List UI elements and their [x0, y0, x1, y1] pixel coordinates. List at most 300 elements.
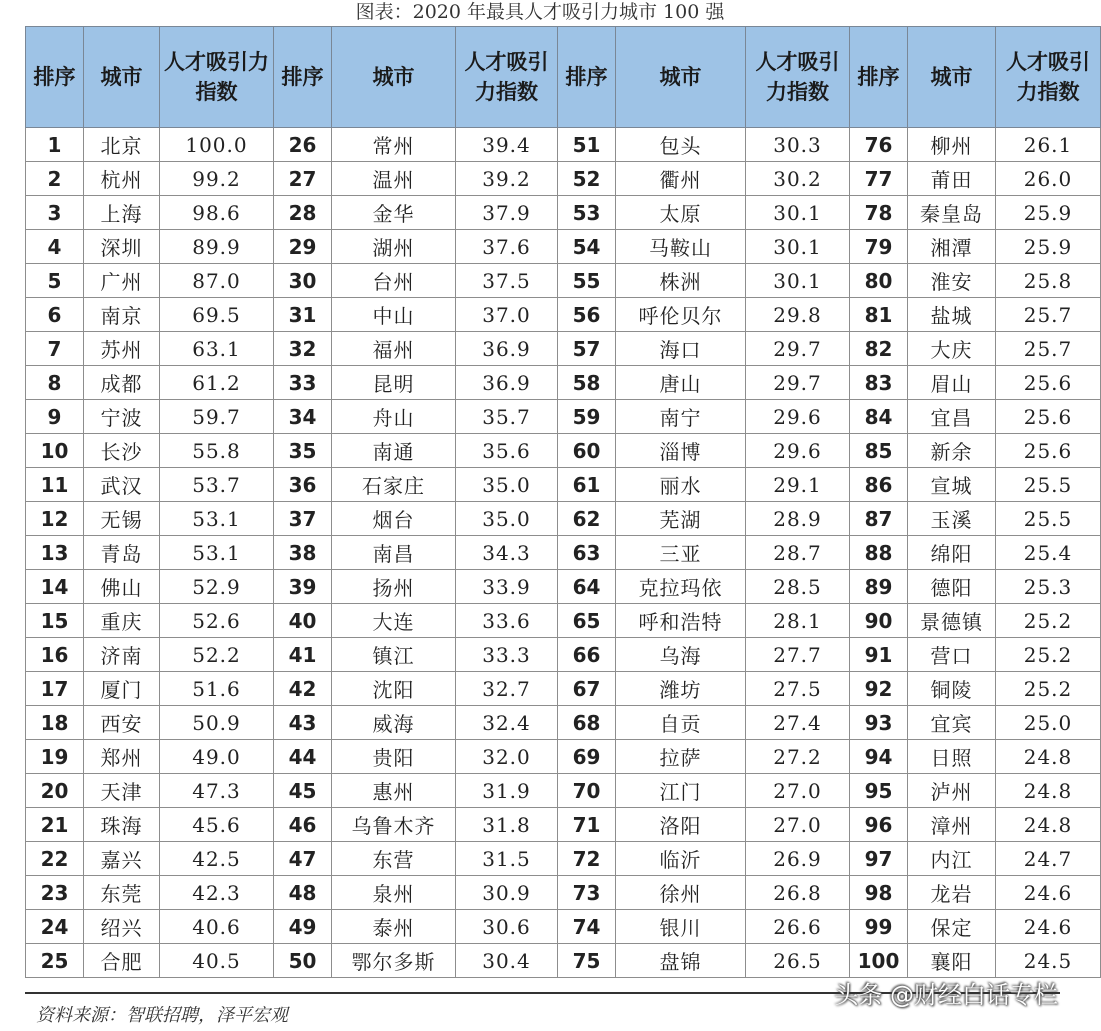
cell-score: 98.6: [160, 196, 274, 230]
cell-city: 东莞: [84, 876, 160, 910]
table-row: [26, 264, 1101, 298]
cell-score: 28.1: [746, 604, 850, 638]
cell-city: 佛山: [84, 570, 160, 604]
cell-city: 中山: [332, 298, 456, 332]
cell-score: 87.0: [160, 264, 274, 298]
cell-city: 长沙: [84, 434, 160, 468]
table-row: [26, 774, 1101, 808]
cell-rank: 98: [850, 876, 908, 910]
cell-city: 绵阳: [908, 536, 996, 570]
cell-score: 25.2: [996, 638, 1101, 672]
table-row: [26, 230, 1101, 264]
cell-rank: 57: [558, 332, 616, 366]
cell-rank: 91: [850, 638, 908, 672]
cell-city: 烟台: [332, 502, 456, 536]
table-header-row: [26, 27, 1101, 128]
cell-score: 25.6: [996, 434, 1101, 468]
cell-score: 30.1: [746, 230, 850, 264]
cell-score: 27.7: [746, 638, 850, 672]
table-row: [26, 706, 1101, 740]
cell-rank: 53: [558, 196, 616, 230]
cell-city: 克拉玛依: [616, 570, 746, 604]
cell-score: 69.5: [160, 298, 274, 332]
cell-rank: 35: [274, 434, 332, 468]
cell-city: 包头: [616, 128, 746, 162]
cell-rank: 10: [26, 434, 84, 468]
cell-city: 镇江: [332, 638, 456, 672]
cell-rank: 82: [850, 332, 908, 366]
cell-city: 盐城: [908, 298, 996, 332]
cell-city: 保定: [908, 910, 996, 944]
cell-rank: 36: [274, 468, 332, 502]
cell-score: 25.2: [996, 672, 1101, 706]
cell-city: 江门: [616, 774, 746, 808]
cell-city: 南宁: [616, 400, 746, 434]
cell-rank: 51: [558, 128, 616, 162]
cell-score: 28.7: [746, 536, 850, 570]
cell-score: 99.2: [160, 162, 274, 196]
cell-score: 30.3: [746, 128, 850, 162]
cell-rank: 17: [26, 672, 84, 706]
cell-city: 德阳: [908, 570, 996, 604]
cell-rank: 69: [558, 740, 616, 774]
cell-score: 53.1: [160, 502, 274, 536]
cell-score: 29.7: [746, 332, 850, 366]
cell-score: 35.0: [456, 502, 558, 536]
cell-score: 25.2: [996, 604, 1101, 638]
cell-city: 乌海: [616, 638, 746, 672]
cell-score: 36.9: [456, 332, 558, 366]
cell-rank: 21: [26, 808, 84, 842]
cell-city: 盘锦: [616, 944, 746, 978]
cell-rank: 83: [850, 366, 908, 400]
cell-score: 25.5: [996, 468, 1101, 502]
cell-city: 丽水: [616, 468, 746, 502]
cell-score: 29.6: [746, 400, 850, 434]
cell-score: 30.6: [456, 910, 558, 944]
header-score: 人才吸引力指数: [746, 27, 850, 128]
cell-city: 日照: [908, 740, 996, 774]
table-row: [26, 944, 1101, 978]
cell-score: 47.3: [160, 774, 274, 808]
table-row: [26, 434, 1101, 468]
cell-rank: 71: [558, 808, 616, 842]
cell-city: 上海: [84, 196, 160, 230]
cell-city: 石家庄: [332, 468, 456, 502]
table-body: [26, 128, 1101, 978]
cell-rank: 42: [274, 672, 332, 706]
cell-score: 25.6: [996, 400, 1101, 434]
cell-rank: 75: [558, 944, 616, 978]
ranking-table-container: [25, 26, 1090, 978]
cell-score: 49.0: [160, 740, 274, 774]
cell-rank: 58: [558, 366, 616, 400]
cell-score: 28.5: [746, 570, 850, 604]
cell-city: 太原: [616, 196, 746, 230]
cell-rank: 65: [558, 604, 616, 638]
cell-score: 25.8: [996, 264, 1101, 298]
cell-rank: 78: [850, 196, 908, 230]
cell-city: 厦门: [84, 672, 160, 706]
cell-score: 30.4: [456, 944, 558, 978]
cell-score: 100.0: [160, 128, 274, 162]
cell-city: 柳州: [908, 128, 996, 162]
cell-city: 南昌: [332, 536, 456, 570]
cell-score: 33.3: [456, 638, 558, 672]
table-row: [26, 298, 1101, 332]
cell-score: 30.2: [746, 162, 850, 196]
cell-score: 24.7: [996, 842, 1101, 876]
cell-score: 61.2: [160, 366, 274, 400]
cell-score: 25.9: [996, 230, 1101, 264]
cell-score: 31.9: [456, 774, 558, 808]
cell-city: 银川: [616, 910, 746, 944]
table-row: [26, 876, 1101, 910]
table-row: [26, 570, 1101, 604]
cell-city: 杭州: [84, 162, 160, 196]
cell-city: 内江: [908, 842, 996, 876]
cell-score: 28.9: [746, 502, 850, 536]
table-row: [26, 842, 1101, 876]
cell-rank: 18: [26, 706, 84, 740]
cell-score: 52.2: [160, 638, 274, 672]
cell-rank: 48: [274, 876, 332, 910]
header-city: 城市: [616, 27, 746, 128]
cell-score: 34.3: [456, 536, 558, 570]
cell-rank: 13: [26, 536, 84, 570]
cell-rank: 96: [850, 808, 908, 842]
cell-city: 大连: [332, 604, 456, 638]
cell-city: 武汉: [84, 468, 160, 502]
cell-city: 湖州: [332, 230, 456, 264]
cell-rank: 76: [850, 128, 908, 162]
cell-rank: 22: [26, 842, 84, 876]
table-row: [26, 672, 1101, 706]
table-row: [26, 332, 1101, 366]
cell-score: 29.7: [746, 366, 850, 400]
cell-rank: 8: [26, 366, 84, 400]
cell-rank: 60: [558, 434, 616, 468]
cell-score: 53.1: [160, 536, 274, 570]
cell-city: 昆明: [332, 366, 456, 400]
cell-city: 眉山: [908, 366, 996, 400]
cell-score: 37.9: [456, 196, 558, 230]
cell-score: 33.6: [456, 604, 558, 638]
cell-score: 25.4: [996, 536, 1101, 570]
cell-rank: 44: [274, 740, 332, 774]
cell-rank: 50: [274, 944, 332, 978]
cell-city: 成都: [84, 366, 160, 400]
cell-city: 景德镇: [908, 604, 996, 638]
table-row: [26, 536, 1101, 570]
cell-rank: 97: [850, 842, 908, 876]
cell-city: 福州: [332, 332, 456, 366]
cell-city: 三亚: [616, 536, 746, 570]
cell-rank: 31: [274, 298, 332, 332]
cell-rank: 66: [558, 638, 616, 672]
cell-city: 呼伦贝尔: [616, 298, 746, 332]
cell-rank: 39: [274, 570, 332, 604]
cell-city: 铜陵: [908, 672, 996, 706]
cell-city: 宁波: [84, 400, 160, 434]
cell-rank: 15: [26, 604, 84, 638]
cell-city: 海口: [616, 332, 746, 366]
table-row: [26, 468, 1101, 502]
cell-score: 27.0: [746, 808, 850, 842]
cell-rank: 59: [558, 400, 616, 434]
cell-rank: 70: [558, 774, 616, 808]
cell-rank: 14: [26, 570, 84, 604]
header-city: 城市: [84, 27, 160, 128]
cell-rank: 33: [274, 366, 332, 400]
cell-city: 淄博: [616, 434, 746, 468]
cell-score: 32.4: [456, 706, 558, 740]
cell-score: 32.7: [456, 672, 558, 706]
source-note: 资料来源：智联招聘，泽平宏观: [36, 1005, 288, 1026]
cell-rank: 72: [558, 842, 616, 876]
cell-score: 37.0: [456, 298, 558, 332]
cell-rank: 40: [274, 604, 332, 638]
header-rank: 排序: [558, 27, 616, 128]
cell-city: 沈阳: [332, 672, 456, 706]
cell-score: 59.7: [160, 400, 274, 434]
cell-city: 西安: [84, 706, 160, 740]
cell-rank: 41: [274, 638, 332, 672]
cell-city: 拉萨: [616, 740, 746, 774]
cell-rank: 79: [850, 230, 908, 264]
cell-city: 宜昌: [908, 400, 996, 434]
cell-score: 24.8: [996, 740, 1101, 774]
cell-rank: 11: [26, 468, 84, 502]
cell-rank: 64: [558, 570, 616, 604]
table-row: [26, 808, 1101, 842]
table-title: 图表：2020 年最具人才吸引力城市 100 强: [355, 1, 725, 23]
cell-city: 湘潭: [908, 230, 996, 264]
header-city: 城市: [332, 27, 456, 128]
cell-rank: 34: [274, 400, 332, 434]
cell-rank: 85: [850, 434, 908, 468]
table-row: [26, 604, 1101, 638]
cell-rank: 20: [26, 774, 84, 808]
cell-rank: 95: [850, 774, 908, 808]
cell-rank: 54: [558, 230, 616, 264]
cell-rank: 74: [558, 910, 616, 944]
cell-rank: 19: [26, 740, 84, 774]
cell-rank: 56: [558, 298, 616, 332]
cell-city: 泸州: [908, 774, 996, 808]
cell-score: 27.5: [746, 672, 850, 706]
cell-score: 37.5: [456, 264, 558, 298]
cell-rank: 52: [558, 162, 616, 196]
cell-score: 40.6: [160, 910, 274, 944]
cell-city: 重庆: [84, 604, 160, 638]
header-rank: 排序: [274, 27, 332, 128]
cell-rank: 92: [850, 672, 908, 706]
cell-rank: 2: [26, 162, 84, 196]
cell-city: 深圳: [84, 230, 160, 264]
cell-score: 26.1: [996, 128, 1101, 162]
cell-rank: 46: [274, 808, 332, 842]
cell-score: 35.7: [456, 400, 558, 434]
cell-rank: 63: [558, 536, 616, 570]
table-row: [26, 162, 1101, 196]
cell-city: 宣城: [908, 468, 996, 502]
cell-score: 26.8: [746, 876, 850, 910]
cell-city: 郑州: [84, 740, 160, 774]
cell-score: 36.9: [456, 366, 558, 400]
cell-score: 42.3: [160, 876, 274, 910]
cell-score: 30.1: [746, 196, 850, 230]
cell-city: 广州: [84, 264, 160, 298]
cell-city: 玉溪: [908, 502, 996, 536]
cell-rank: 43: [274, 706, 332, 740]
cell-city: 台州: [332, 264, 456, 298]
cell-rank: 84: [850, 400, 908, 434]
cell-score: 53.7: [160, 468, 274, 502]
header-score: 人才吸引力指数: [160, 27, 274, 128]
header-score: 人才吸引力指数: [996, 27, 1101, 128]
cell-rank: 73: [558, 876, 616, 910]
cell-city: 潍坊: [616, 672, 746, 706]
cell-score: 26.9: [746, 842, 850, 876]
cell-score: 24.6: [996, 910, 1101, 944]
cell-score: 27.2: [746, 740, 850, 774]
table-row: [26, 740, 1101, 774]
cell-city: 贵阳: [332, 740, 456, 774]
cell-rank: 62: [558, 502, 616, 536]
cell-rank: 77: [850, 162, 908, 196]
cell-rank: 27: [274, 162, 332, 196]
cell-city: 洛阳: [616, 808, 746, 842]
table-row: [26, 128, 1101, 162]
cell-rank: 37: [274, 502, 332, 536]
watermark: 头条 @财经白话专栏: [834, 981, 1058, 1009]
cell-score: 30.9: [456, 876, 558, 910]
cell-score: 26.0: [996, 162, 1101, 196]
cell-city: 惠州: [332, 774, 456, 808]
cell-score: 55.8: [160, 434, 274, 468]
cell-city: 乌鲁木齐: [332, 808, 456, 842]
table-row: [26, 502, 1101, 536]
cell-city: 新余: [908, 434, 996, 468]
cell-score: 26.5: [746, 944, 850, 978]
cell-rank: 16: [26, 638, 84, 672]
cell-rank: 93: [850, 706, 908, 740]
cell-city: 衢州: [616, 162, 746, 196]
cell-rank: 38: [274, 536, 332, 570]
cell-score: 39.4: [456, 128, 558, 162]
cell-city: 青岛: [84, 536, 160, 570]
cell-city: 唐山: [616, 366, 746, 400]
cell-city: 徐州: [616, 876, 746, 910]
cell-rank: 25: [26, 944, 84, 978]
table-row: [26, 366, 1101, 400]
cell-rank: 30: [274, 264, 332, 298]
cell-city: 常州: [332, 128, 456, 162]
cell-city: 东营: [332, 842, 456, 876]
cell-city: 株洲: [616, 264, 746, 298]
cell-city: 南京: [84, 298, 160, 332]
cell-rank: 28: [274, 196, 332, 230]
cell-rank: 29: [274, 230, 332, 264]
cell-rank: 47: [274, 842, 332, 876]
cell-city: 北京: [84, 128, 160, 162]
ranking-table: [25, 26, 1101, 978]
cell-score: 52.9: [160, 570, 274, 604]
cell-rank: 5: [26, 264, 84, 298]
table-row: [26, 638, 1101, 672]
cell-rank: 94: [850, 740, 908, 774]
cell-score: 25.7: [996, 332, 1101, 366]
cell-city: 扬州: [332, 570, 456, 604]
cell-city: 济南: [84, 638, 160, 672]
cell-city: 自贡: [616, 706, 746, 740]
cell-city: 大庆: [908, 332, 996, 366]
cell-score: 29.8: [746, 298, 850, 332]
cell-score: 52.6: [160, 604, 274, 638]
table-row: [26, 400, 1101, 434]
cell-city: 淮安: [908, 264, 996, 298]
cell-score: 31.8: [456, 808, 558, 842]
cell-score: 30.1: [746, 264, 850, 298]
cell-rank: 12: [26, 502, 84, 536]
cell-rank: 26: [274, 128, 332, 162]
cell-score: 25.0: [996, 706, 1101, 740]
cell-rank: 100: [850, 944, 908, 978]
cell-city: 秦皇岛: [908, 196, 996, 230]
cell-city: 宜宾: [908, 706, 996, 740]
cell-score: 51.6: [160, 672, 274, 706]
cell-score: 24.8: [996, 808, 1101, 842]
cell-city: 营口: [908, 638, 996, 672]
cell-rank: 32: [274, 332, 332, 366]
cell-rank: 89: [850, 570, 908, 604]
cell-score: 35.6: [456, 434, 558, 468]
cell-score: 24.6: [996, 876, 1101, 910]
cell-rank: 90: [850, 604, 908, 638]
cell-score: 63.1: [160, 332, 274, 366]
cell-score: 42.5: [160, 842, 274, 876]
cell-score: 40.5: [160, 944, 274, 978]
cell-city: 临沂: [616, 842, 746, 876]
cell-city: 泰州: [332, 910, 456, 944]
header-rank: 排序: [26, 27, 84, 128]
cell-city: 合肥: [84, 944, 160, 978]
cell-score: 29.6: [746, 434, 850, 468]
cell-rank: 6: [26, 298, 84, 332]
cell-rank: 23: [26, 876, 84, 910]
cell-city: 威海: [332, 706, 456, 740]
cell-city: 无锡: [84, 502, 160, 536]
cell-score: 45.6: [160, 808, 274, 842]
cell-score: 25.7: [996, 298, 1101, 332]
cell-score: 26.6: [746, 910, 850, 944]
cell-city: 鄂尔多斯: [332, 944, 456, 978]
cell-score: 24.5: [996, 944, 1101, 978]
cell-city: 绍兴: [84, 910, 160, 944]
cell-rank: 68: [558, 706, 616, 740]
cell-score: 31.5: [456, 842, 558, 876]
cell-score: 29.1: [746, 468, 850, 502]
cell-city: 南通: [332, 434, 456, 468]
cell-score: 27.4: [746, 706, 850, 740]
cell-score: 37.6: [456, 230, 558, 264]
table-row: [26, 910, 1101, 944]
cell-score: 24.8: [996, 774, 1101, 808]
cell-city: 珠海: [84, 808, 160, 842]
cell-city: 莆田: [908, 162, 996, 196]
cell-rank: 49: [274, 910, 332, 944]
